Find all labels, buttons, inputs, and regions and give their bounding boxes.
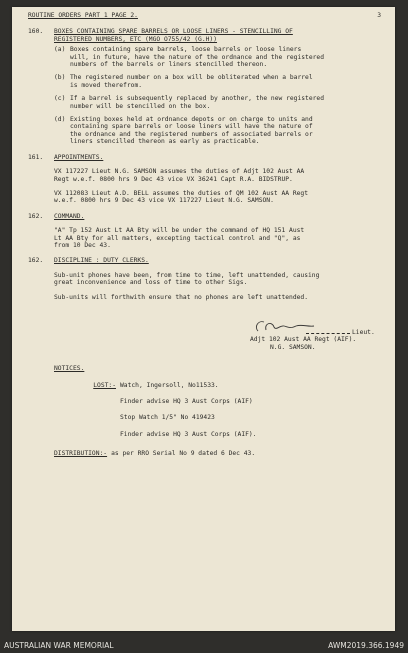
section-heading: APPOINTMENTS.	[54, 153, 104, 161]
archive-footer	[0, 640, 408, 653]
document-page	[12, 7, 395, 631]
section-number: 160.	[28, 28, 44, 36]
paragraph: Sub-unit phones have been, from time to time, left unattended, causing great inconvenience and loss of time to other Sigs.	[54, 271, 320, 287]
section-number: 162.	[28, 257, 44, 265]
paragraph: VX 117227 Lieut N.G. SAMSON assumes the duties of Adjt 102 Aust AA Regt w.e.f. 0800 hrs 9 Dec 43 vice VX 36241 Capt R.A. BIDSTRUP.	[54, 168, 305, 183]
notices-block	[28, 365, 381, 457]
notices-heading: NOTICES.	[54, 365, 85, 373]
section-heading: BOXES CONTAINING SPARE BARRELS OR LOOSE LINERS - STENCILLING OF	[54, 28, 293, 36]
section-number: 161.	[28, 153, 44, 161]
list-item: (b) The registered number on a box will be obliterated when a barrel is moved therefrom.	[54, 74, 313, 89]
distribution-label: DISTRIBUTION:-	[54, 450, 108, 458]
handwritten-signature	[252, 317, 332, 337]
signature-appointment: Adjt 102 Aust AA Regt (AIF).	[250, 336, 357, 344]
lost-entry: Finder advise HQ 3 Aust Corps (AIF).	[120, 430, 257, 438]
signature-name: N.G. SAMSON.	[270, 343, 316, 351]
page-mark: 3	[377, 12, 381, 19]
section-heading: DISCIPLINE : DUTY CLERKS.	[54, 257, 149, 265]
document-header	[28, 12, 381, 19]
section-161	[28, 154, 381, 205]
signature-rank: Lieut.	[352, 328, 375, 336]
paragraph: "A" Tp 152 Aust Lt AA Bty will be under the command of HQ 151 Aust Lt AA Bty for all matters, excepting tactical control and "Q", as from 10 Dec 43.	[54, 227, 305, 249]
list-item: (d) Existing boxes held at ordnance depots or on charge to units and containing spare barrels or loose liners will have the nature of the ordnance and the registered numbers of associated barrels or liners stencilled thereon as early as practicable.	[54, 116, 313, 146]
lost-label: LOST:-	[93, 381, 116, 389]
list-item: (c) If a barrel is subsequently replaced by another, the new registered number will be stencilled on the box.	[54, 95, 325, 110]
paragraph: VX 112083 Lieut A.D. BELL assumes the duties of QM 102 Aust AA Regt w.e.f. 0800 hrs 9 Dec 43 vice VX 117227 Lieut N.G. SAMSON.	[54, 189, 309, 205]
lost-entry: Finder advise HQ 3 Aust Corps (AIF)	[120, 398, 253, 405]
paragraph: Sub-units will forthwith ensure that no phones are left unattended.	[54, 293, 309, 301]
section-162-discipline	[28, 257, 381, 301]
lost-entry: Stop Watch 1/5" No 419423	[120, 414, 215, 422]
document-text	[28, 12, 381, 458]
header-title: ROUTINE ORDERS PART 1 PAGE 2.	[28, 12, 138, 19]
list-item: (a) Boxes containing spare barrels, loose barrels or loose liners will, in future, have the nature of the ordnance and the registered numbers of the barrels or liners stencilled thereon.	[54, 46, 325, 69]
distribution-line	[28, 450, 381, 457]
section-162-command	[28, 213, 381, 250]
distribution-text: as per RRO Serial No 9 dated 6 Dec 43.	[111, 450, 256, 458]
section-160	[28, 28, 381, 145]
lost-entry: LOST:- Watch, Ingersoll, No11533.	[28, 382, 381, 389]
section-heading: COMMAND.	[54, 212, 85, 220]
footer-reference: AWM2019.366.1949	[328, 641, 404, 650]
signature-block	[250, 329, 381, 351]
section-number: 162.	[28, 212, 44, 220]
section-heading: REGISTERED NUMBERS, ETC (MGO O755/42 (G.H))	[54, 35, 218, 43]
footer-institution: AUSTRALIAN WAR MEMORIAL	[4, 641, 114, 650]
